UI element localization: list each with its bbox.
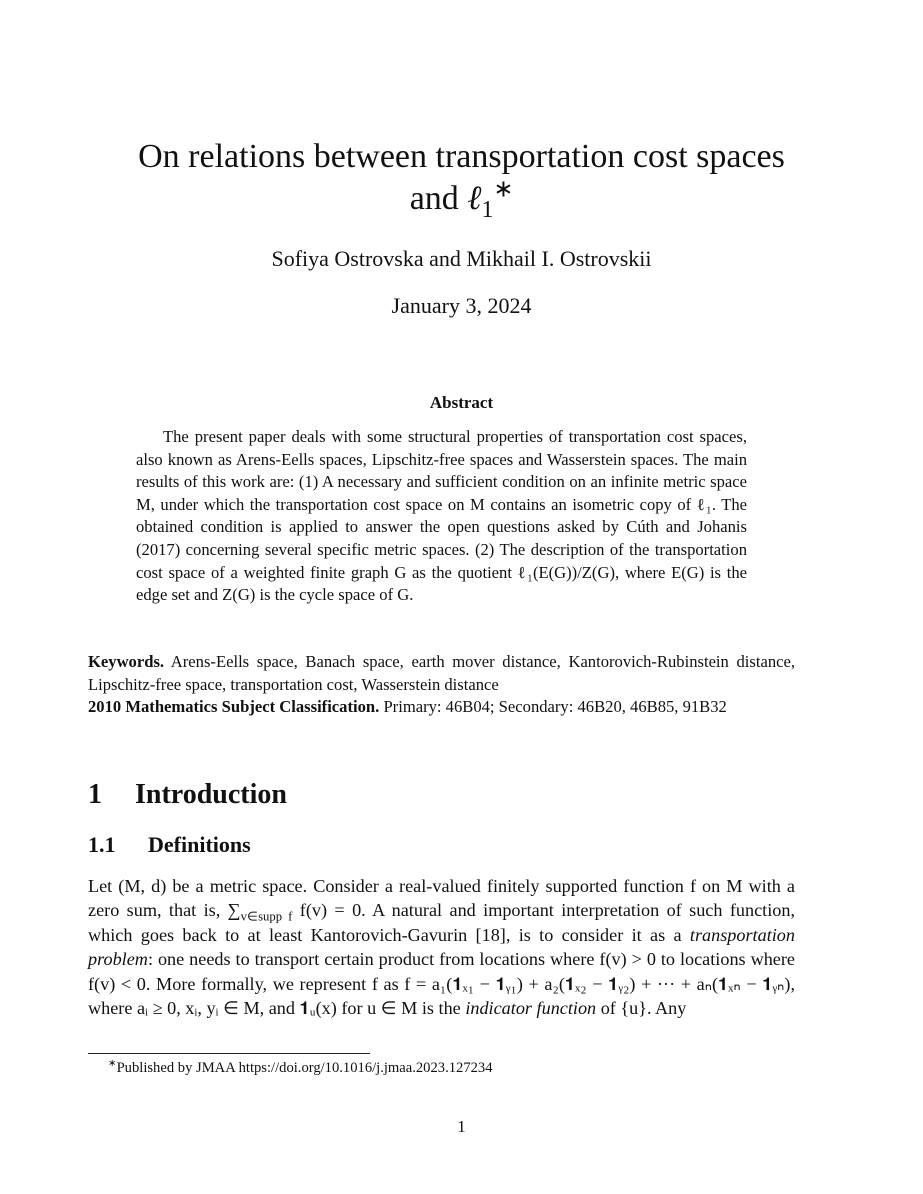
msc-text: Primary: 46B04; Secondary: 46B20, 46B85, 91B32 — [383, 697, 727, 717]
keywords-line — [88, 651, 795, 696]
intro-paragraph — [88, 874, 795, 1020]
paper-title — [80, 136, 843, 223]
intro-part-4: : one needs to transport certain product from locations where f(v) > 0 to locations where f(v) < 0. More formally, we represent f as f = a₁(𝟏ₓ₁ − 𝟏ᵧ₁) + a₂(𝟏ₓ₂ − 𝟏ᵧ₂) + ··· + aₙ(𝟏ₓₙ − 𝟏ᵧₙ), where aᵢ ≥ 0, xᵢ, yᵢ ∈ M, and 𝟏ᵤ(x) for u ∈ M is the — [88, 949, 795, 1019]
intro-part-2: f(v) = 0. A natural and important interpretation of such function, which goes back to at least Kantorovich-Gavurin [18], is to consider it as a — [88, 900, 796, 945]
title-line-2 — [80, 176, 843, 223]
intro-sum-subscript: v∈supp f — [240, 910, 293, 925]
section-title: Introduction — [135, 779, 287, 810]
authors: Sofiya Ostrovska and Mikhail I. Ostrovskii — [271, 246, 652, 271]
title-footnote-mark: ∗ — [493, 176, 514, 203]
title-line-1: On relations between transportation cost spaces — [138, 138, 785, 175]
title-line-2-prefix: and — [409, 180, 468, 217]
title-ell: ℓ — [467, 180, 482, 217]
footnote — [108, 1060, 493, 1077]
abstract-heading: Abstract — [429, 393, 494, 412]
footnote-text: Published by JMAA https://doi.org/10.1016/j.jmaa.2023.127234 — [116, 1060, 493, 1076]
page-number: 1 — [457, 1117, 466, 1136]
subsection-heading — [88, 832, 251, 858]
msc-label: 2010 Mathematics Subject Classification. — [88, 697, 380, 717]
section-number: 1 — [88, 779, 102, 810]
intro-part-6: of {u}. Any — [596, 998, 687, 1019]
abstract-body: The present paper deals with some structural properties of transportation cost spaces, also known as Arens-Eells spaces, Lipschitz-free spaces and Wasserstein spaces. The main results of this work are: (1) A necessary and sufficient condition on an infinite metric space M, under which the transportation cost space on M contains an isometric copy of ℓ₁. The obtained condition is applied to answer the open questions asked by Cúth and Johanis (2017) concerning several specific metric spaces. (2) The description of the transportation cost space of a weighted finite graph G as the quotient ℓ₁(E(G))/Z(G), where E(G) is the edge set and Z(G) is the cycle space of G. — [136, 427, 747, 605]
section-heading — [88, 779, 287, 811]
keywords-text: Arens-Eells space, Banach space, earth mover distance, Kantorovich-Rubinstein distance, Lipschitz-free space, transportation cost, Wasserstein distance — [88, 652, 795, 694]
intro-italic-indicator-function: indicator function — [465, 998, 597, 1019]
subsection-number: 1.1 — [88, 832, 116, 857]
footnote-rule — [88, 1053, 370, 1054]
date: January 3, 2024 — [391, 293, 532, 318]
footnote-mark: ∗ — [108, 1058, 117, 1070]
keywords-block — [88, 651, 795, 719]
intro-italic-transportation-problem: transportation problem — [88, 924, 795, 970]
title-ell-subscript: 1 — [481, 196, 494, 223]
subsection-title: Definitions — [148, 832, 251, 857]
intro-part-1: Let (M, d) be a metric space. Consider a real-valued finitely supported function f on M with a zero sum, that is, ∑ — [88, 876, 795, 921]
msc-line — [88, 696, 795, 719]
keywords-label: Keywords. — [88, 652, 165, 671]
